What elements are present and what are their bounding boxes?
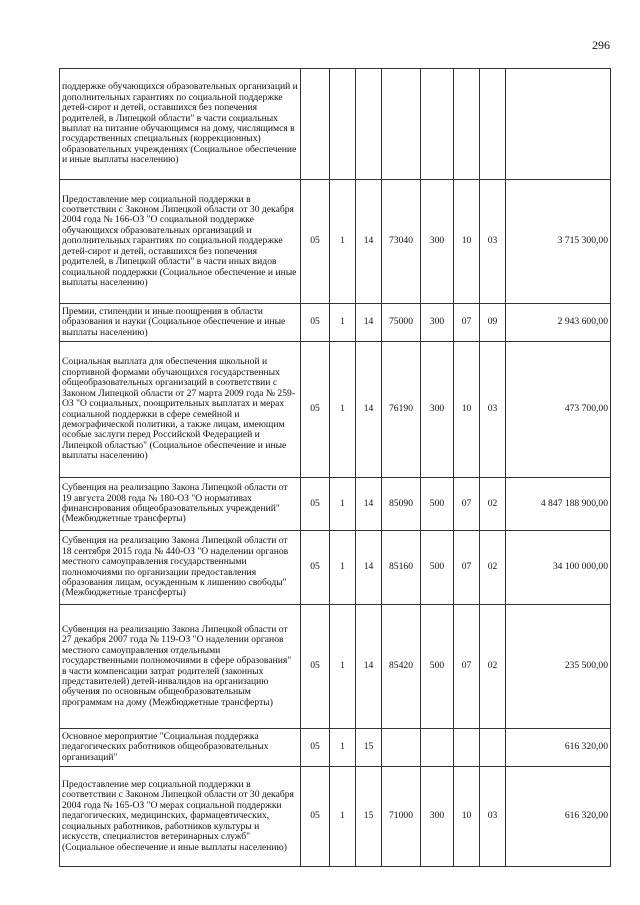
table-row (60, 342, 611, 478)
amount-cell: 4 847 188 900,00 (506, 478, 611, 531)
code-cell (382, 69, 421, 180)
code-cell: 1 (330, 767, 356, 867)
code-cell: 10 (454, 767, 480, 867)
code-cell: 76190 (382, 342, 421, 478)
row-description: Субвенция на реализацию Закона Липецкой области от 18 сентября 2015 года № 440-ОЗ "О наделении органов местного самоуправления государственными полномочиями по организации предоставления образования лицам, осужденным к лишению свободы" (Межбюджетные трансферты) (60, 531, 301, 605)
code-cell: 05 (301, 304, 330, 342)
code-cell: 10 (454, 180, 480, 304)
code-cell: 500 (421, 531, 454, 605)
table-row (60, 605, 611, 729)
code-cell: 300 (421, 342, 454, 478)
code-cell: 07 (454, 478, 480, 531)
code-cell (454, 69, 480, 180)
row-description: Субвенция на реализацию Закона Липецкой области от 27 декабря 2007 года № 119-ОЗ "О наделении органов местного самоуправления отдельными государственными полномочиями в сфере образования" в части компенсации затрат родителей (законных представителей) детей-инвалидов на организацию обучения по основным общеобразовательным программам на дому (Межбюджетные трансферты) (60, 605, 301, 729)
table-row (60, 69, 611, 180)
table-row (60, 729, 611, 767)
code-cell: 500 (421, 605, 454, 729)
code-cell (382, 729, 421, 767)
code-cell: 07 (454, 304, 480, 342)
code-cell (356, 69, 382, 180)
code-cell: 05 (301, 478, 330, 531)
row-description: Социальная выплата для обеспечения школьной и спортивной формами обучающихся государственных общеобразовательных организаций в соответствии с Законом Липецкой области от 27 марта 2009 года № 259-ОЗ "О социальных, поощрительных выплатах и мерах социальной поддержки в сфере семейной и демографической политики, а также лицам, имеющим особые заслуги перед Российской Федерацией и Липецкой областью" (Социальное обеспечение и иные выплаты населению) (60, 342, 301, 478)
code-cell: 85420 (382, 605, 421, 729)
code-cell: 05 (301, 531, 330, 605)
table-row (60, 180, 611, 304)
code-cell: 05 (301, 342, 330, 478)
code-cell: 500 (421, 478, 454, 531)
amount-cell: 3 715 300,00 (506, 180, 611, 304)
code-cell: 14 (356, 304, 382, 342)
code-cell: 02 (480, 478, 506, 531)
code-cell (301, 69, 330, 180)
code-cell: 14 (356, 180, 382, 304)
code-cell: 14 (356, 478, 382, 531)
code-cell: 05 (301, 729, 330, 767)
code-cell: 03 (480, 180, 506, 304)
code-cell: 03 (480, 767, 506, 867)
code-cell: 1 (330, 342, 356, 478)
code-cell: 02 (480, 605, 506, 729)
row-description: Предоставление мер социальной поддержки в соответствии с Законом Липецкой области от 30 декабря 2004 года № 165-ОЗ "О мерах социальной поддержки педагогических, медицинских, фармацевтических, социальных работников, работников культуры и искусств, специалистов ветеринарных служб" (Социальное обеспечение и иные выплаты населению) (60, 767, 301, 867)
table-row (60, 478, 611, 531)
page-number: 296 (592, 38, 610, 52)
code-cell (421, 69, 454, 180)
code-cell: 71000 (382, 767, 421, 867)
budget-table (59, 68, 611, 867)
code-cell: 03 (480, 342, 506, 478)
code-cell (330, 69, 356, 180)
amount-cell: 616 320,00 (506, 767, 611, 867)
code-cell: 300 (421, 304, 454, 342)
code-cell: 1 (330, 729, 356, 767)
code-cell: 1 (330, 180, 356, 304)
code-cell: 10 (454, 342, 480, 478)
amount-cell: 473 700,00 (506, 342, 611, 478)
amount-cell (506, 69, 611, 180)
code-cell: 15 (356, 767, 382, 867)
amount-cell: 235 500,00 (506, 605, 611, 729)
code-cell: 09 (480, 304, 506, 342)
code-cell (421, 729, 454, 767)
code-cell: 14 (356, 531, 382, 605)
code-cell: 07 (454, 531, 480, 605)
code-cell: 14 (356, 342, 382, 478)
amount-cell: 34 100 000,00 (506, 531, 611, 605)
code-cell (454, 729, 480, 767)
code-cell: 15 (356, 729, 382, 767)
code-cell: 02 (480, 531, 506, 605)
amount-cell: 616 320,00 (506, 729, 611, 767)
table-row (60, 767, 611, 867)
code-cell: 05 (301, 180, 330, 304)
table-row (60, 304, 611, 342)
table-row (60, 531, 611, 605)
code-cell: 1 (330, 478, 356, 531)
code-cell (480, 69, 506, 180)
code-cell: 14 (356, 605, 382, 729)
row-description: Основное мероприятие "Социальная поддержка педагогических работников общеобразовательных организаций" (60, 729, 301, 767)
code-cell (480, 729, 506, 767)
row-description: Премии, стипендии и иные поощрения в области образования и науки (Социальное обеспечение и иные выплаты населению) (60, 304, 301, 342)
code-cell: 05 (301, 605, 330, 729)
code-cell: 73040 (382, 180, 421, 304)
code-cell: 05 (301, 767, 330, 867)
code-cell: 1 (330, 531, 356, 605)
row-description: поддержке обучающихся образовательных организаций и дополнительных гарантиях по социальной поддержке детей-сирот и детей, оставшихся без попечения родителей, в Липецкой области" в части социальных выплат на питание обучающимся на дому, числящимся в государственных специальных (коррекционных) образовательных учреждениях (Социальное обеспечение и иные выплаты населению) (60, 69, 301, 180)
code-cell: 300 (421, 767, 454, 867)
amount-cell: 2 943 600,00 (506, 304, 611, 342)
code-cell: 75000 (382, 304, 421, 342)
row-description: Предоставление мер социальной поддержки в соответствии с Законом Липецкой области от 30 декабря 2004 года № 166-ОЗ "О социальной поддержке обучающихся образовательных организаций и дополнительных гарантиях по социальной поддержке детей-сирот и детей, оставшихся без попечения родителей, в Липецкой области" в части иных видов социальной поддержки (Социальное обеспечение и иные выплаты населению) (60, 180, 301, 304)
code-cell: 85160 (382, 531, 421, 605)
code-cell: 300 (421, 180, 454, 304)
code-cell: 07 (454, 605, 480, 729)
code-cell: 1 (330, 605, 356, 729)
code-cell: 1 (330, 304, 356, 342)
code-cell: 85090 (382, 478, 421, 531)
row-description: Субвенция на реализацию Закона Липецкой области от 19 августа 2008 года № 180-ОЗ "О нормативах финансирования общеобразовательных учреждений" (Межбюджетные трансферты) (60, 478, 301, 531)
